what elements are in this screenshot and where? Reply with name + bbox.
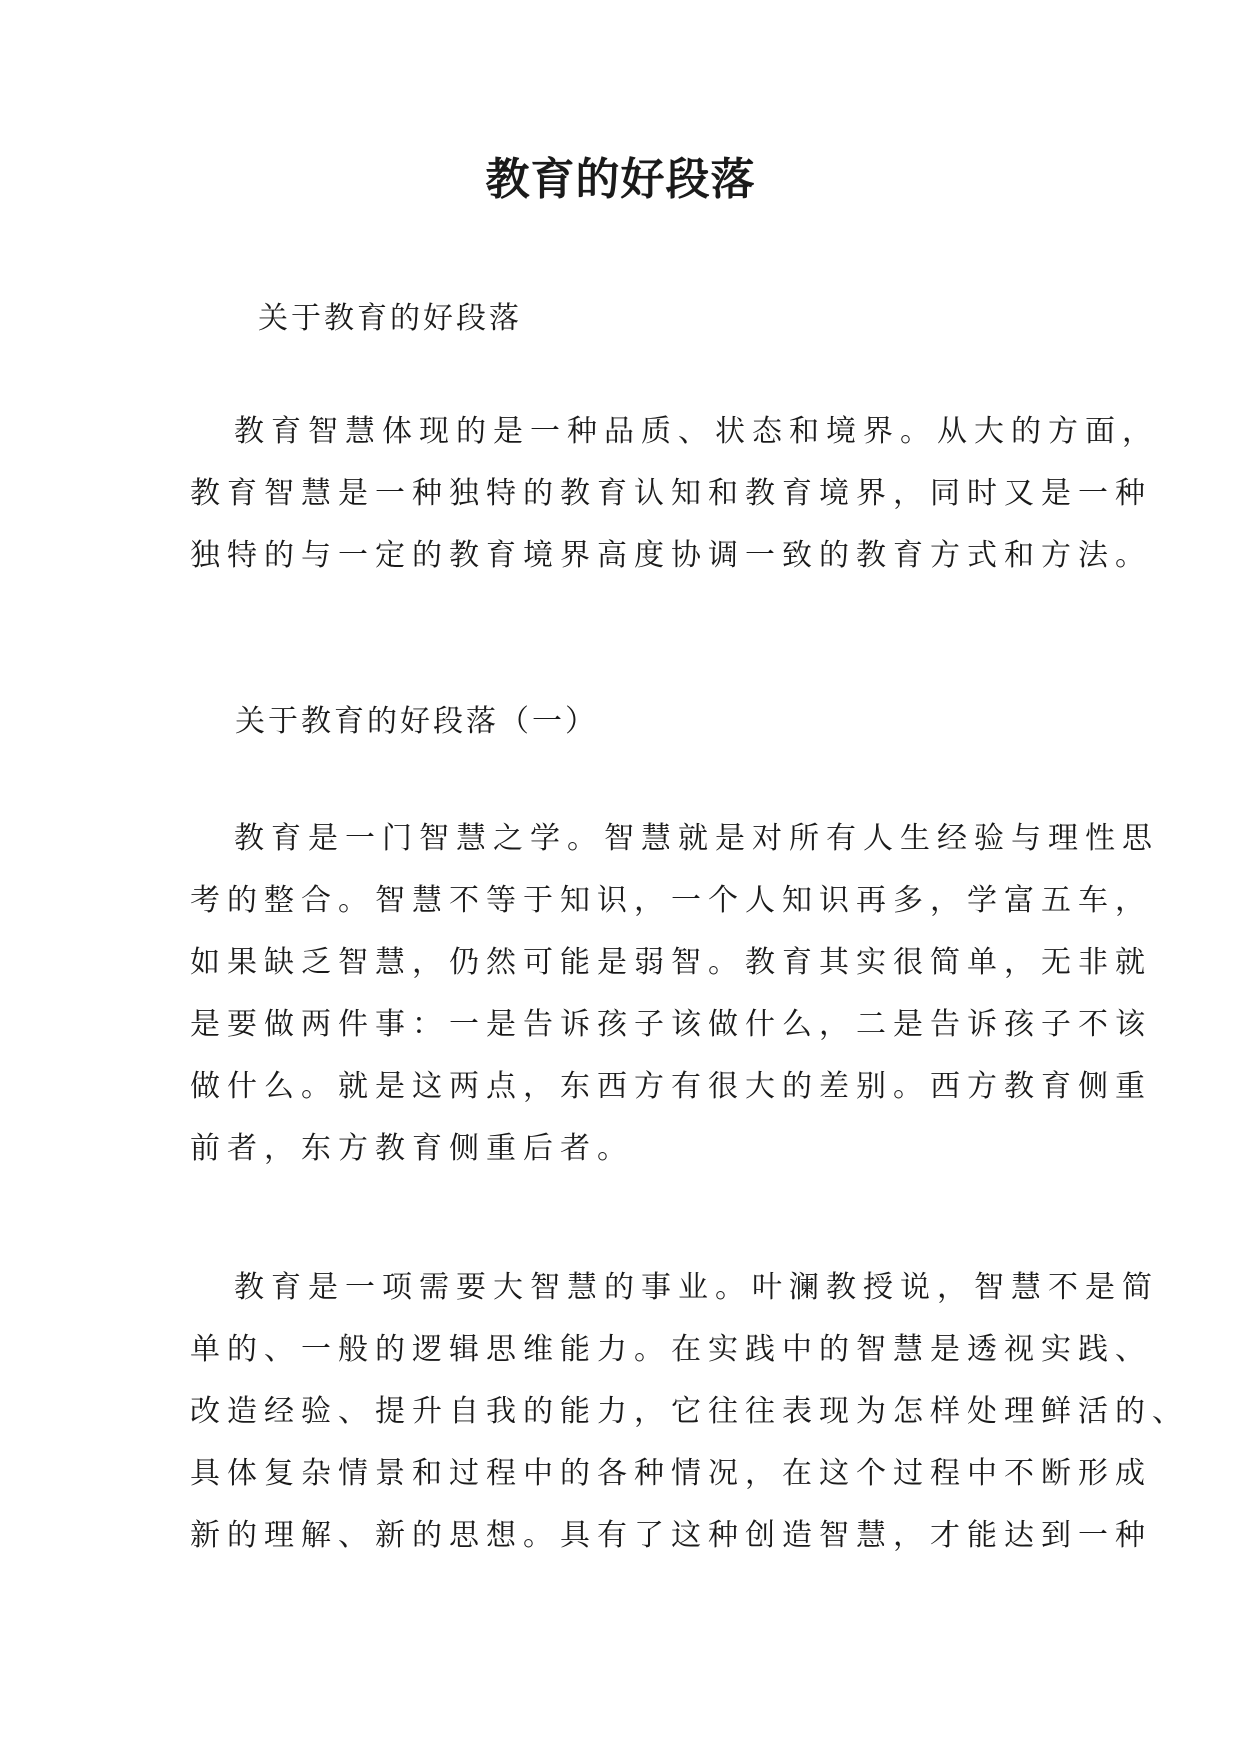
- subtitle-text: 关于教育的好段落（一）: [235, 704, 598, 739]
- paragraph-line: 独特的与一定的教育境界高度协调一致的教育方式和方法。: [190, 538, 1152, 573]
- paragraph-line: 教育是一门智慧之学。智慧就是对所有人生经验与理性思: [234, 821, 1159, 856]
- paragraph-line: 新的理解、新的思想。具有了这种创造智慧，才能达到一种: [190, 1518, 1152, 1553]
- paragraph-line: 教育智慧体现的是一种品质、状态和境界。从大的方面，: [234, 414, 1159, 449]
- paragraph: [190, 401, 1159, 587]
- paragraph-line: 是要做两件事：一是告诉孩子该做什么，二是告诉孩子不该: [190, 1007, 1152, 1042]
- paragraph-line: 教育智慧是一种独特的教育认知和教育境界，同时又是一种: [190, 476, 1152, 511]
- paragraph-line: 教育是一项需要大智慧的事业。叶澜教授说，智慧不是简: [234, 1270, 1159, 1305]
- section-subtitle: [258, 288, 1148, 350]
- paragraph-line: 单的、一般的逻辑思维能力。在实践中的智慧是透视实践、: [190, 1332, 1152, 1367]
- document-title: 教育的好段落: [485, 154, 756, 205]
- paragraph-line: 具体复杂情景和过程中的各种情况，在这个过程中不断形成: [190, 1456, 1152, 1491]
- paragraph-line: 改造经验、提升自我的能力，它往往表现为怎样处理鲜活的、: [190, 1394, 1189, 1429]
- paragraph-line: 考的整合。智慧不等于知识，一个人知识再多，学富五车，: [190, 883, 1152, 918]
- paragraph-line: 如果缺乏智慧，仍然可能是弱智。教育其实很简单，无非就: [190, 945, 1152, 980]
- section-subtitle: [235, 691, 1125, 753]
- subtitle-text: 关于教育的好段落: [258, 301, 522, 336]
- paragraph: [190, 1257, 1189, 1567]
- paragraph-line: 做什么。就是这两点，东西方有很大的差别。西方教育侧重: [190, 1069, 1152, 1104]
- paragraph: [190, 808, 1159, 1180]
- paragraph-line: 前者，东方教育侧重后者。: [190, 1131, 634, 1166]
